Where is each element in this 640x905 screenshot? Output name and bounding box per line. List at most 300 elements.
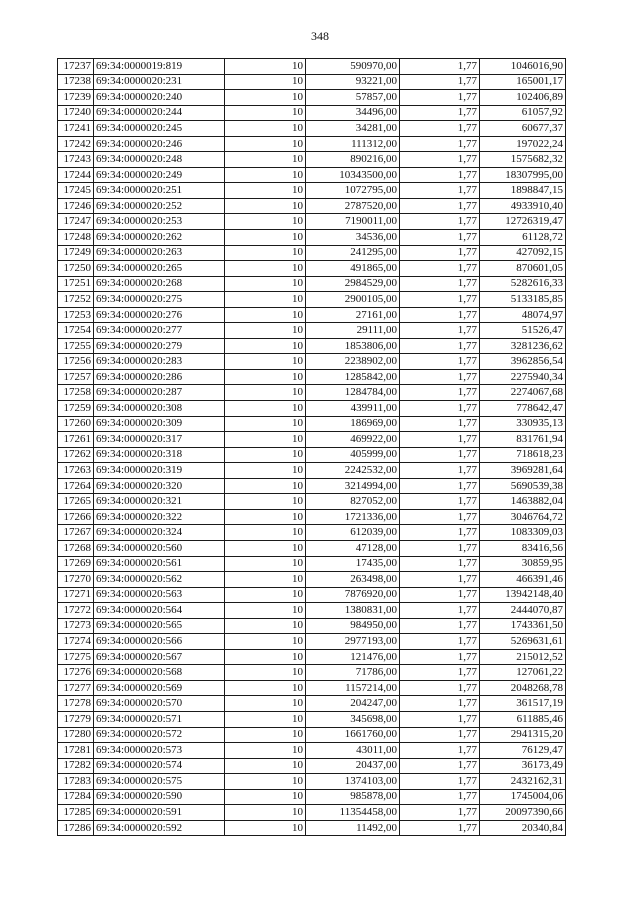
value-cell: 2238902,00: [306, 354, 400, 370]
cadastral-number-cell: 69:34:0000020:574: [94, 758, 225, 774]
table-row: [58, 369, 566, 385]
coefficient-cell: 1,77: [400, 774, 480, 790]
value-cell: 985878,00: [306, 789, 400, 805]
cadastral-number-cell: 69:34:0000020:571: [94, 711, 225, 727]
row-number-cell: 17277: [58, 680, 94, 696]
cadastral-number-cell: 69:34:0000020:249: [94, 167, 225, 183]
value-cell: 1284784,00: [306, 385, 400, 401]
coefficient-cell: 1,77: [400, 416, 480, 432]
amount-cell: 102406,89: [480, 90, 566, 106]
row-number-cell: 17238: [58, 74, 94, 90]
coefficient-cell: 1,77: [400, 494, 480, 510]
amount-cell: 60677,37: [480, 121, 566, 137]
table-row: [58, 463, 566, 479]
table-row: [58, 743, 566, 759]
amount-cell: 1083309,03: [480, 525, 566, 541]
amount-cell: 5133185,85: [480, 292, 566, 308]
amount-cell: 83416,56: [480, 540, 566, 556]
cadastral-number-cell: 69:34:0000020:560: [94, 540, 225, 556]
row-number-cell: 17257: [58, 369, 94, 385]
coefficient-cell: 1,77: [400, 463, 480, 479]
cadastral-number-cell: 69:34:0000020:319: [94, 463, 225, 479]
rate-cell: 10: [225, 711, 306, 727]
row-number-cell: 17250: [58, 261, 94, 277]
coefficient-cell: 1,77: [400, 59, 480, 75]
cadastral-number-cell: 69:34:0000020:317: [94, 432, 225, 448]
coefficient-cell: 1,77: [400, 90, 480, 106]
amount-cell: 2275940,34: [480, 369, 566, 385]
value-cell: 345698,00: [306, 711, 400, 727]
value-cell: 2984529,00: [306, 276, 400, 292]
value-cell: 11492,00: [306, 820, 400, 836]
row-number-cell: 17259: [58, 401, 94, 417]
table-row: [58, 74, 566, 90]
table-row: [58, 59, 566, 75]
amount-cell: 3962856,54: [480, 354, 566, 370]
coefficient-cell: 1,77: [400, 183, 480, 199]
value-cell: 10343500,00: [306, 167, 400, 183]
amount-cell: 30859,95: [480, 556, 566, 572]
amount-cell: 831761,94: [480, 432, 566, 448]
value-cell: 93221,00: [306, 74, 400, 90]
coefficient-cell: 1,77: [400, 447, 480, 463]
coefficient-cell: 1,77: [400, 323, 480, 339]
table-row: [58, 789, 566, 805]
table-row: [58, 727, 566, 743]
value-cell: 1374103,00: [306, 774, 400, 790]
value-cell: 34496,00: [306, 105, 400, 121]
row-number-cell: 17254: [58, 323, 94, 339]
table-row: [58, 805, 566, 821]
value-cell: 34281,00: [306, 121, 400, 137]
rate-cell: 10: [225, 618, 306, 634]
coefficient-cell: 1,77: [400, 603, 480, 619]
value-cell: 121476,00: [306, 649, 400, 665]
coefficient-cell: 1,77: [400, 634, 480, 650]
coefficient-cell: 1,77: [400, 385, 480, 401]
amount-cell: 2274067,68: [480, 385, 566, 401]
table-row: [58, 556, 566, 572]
rate-cell: 10: [225, 463, 306, 479]
coefficient-cell: 1,77: [400, 618, 480, 634]
amount-cell: 611885,46: [480, 711, 566, 727]
amount-cell: 5282616,33: [480, 276, 566, 292]
amount-cell: 2444070,87: [480, 603, 566, 619]
rate-cell: 10: [225, 369, 306, 385]
value-cell: 984950,00: [306, 618, 400, 634]
table-row: [58, 572, 566, 588]
value-cell: 263498,00: [306, 572, 400, 588]
value-cell: 71786,00: [306, 665, 400, 681]
cadastral-number-cell: 69:34:0000020:265: [94, 261, 225, 277]
value-cell: 57857,00: [306, 90, 400, 106]
table-row: [58, 665, 566, 681]
row-number-cell: 17242: [58, 136, 94, 152]
coefficient-cell: 1,77: [400, 478, 480, 494]
table-row: [58, 167, 566, 183]
cadastral-number-cell: 69:34:0000020:564: [94, 603, 225, 619]
cadastral-number-cell: 69:34:0000020:572: [94, 727, 225, 743]
cadastral-number-cell: 69:34:0000020:308: [94, 401, 225, 417]
cadastral-number-cell: 69:34:0000020:318: [94, 447, 225, 463]
amount-cell: 870601,05: [480, 261, 566, 277]
row-number-cell: 17268: [58, 540, 94, 556]
table-row: [58, 649, 566, 665]
cadastral-number-cell: 69:34:0000020:590: [94, 789, 225, 805]
table-row: [58, 540, 566, 556]
cadastral-number-cell: 69:34:0000020:262: [94, 230, 225, 246]
value-cell: 3214994,00: [306, 478, 400, 494]
coefficient-cell: 1,77: [400, 307, 480, 323]
cadastral-number-cell: 69:34:0000020:287: [94, 385, 225, 401]
amount-cell: 1046016,90: [480, 59, 566, 75]
rate-cell: 10: [225, 261, 306, 277]
rate-cell: 10: [225, 90, 306, 106]
cadastral-number-cell: 69:34:0000020:283: [94, 354, 225, 370]
row-number-cell: 17270: [58, 572, 94, 588]
cadastral-number-cell: 69:34:0000020:253: [94, 214, 225, 230]
amount-cell: 361517,19: [480, 696, 566, 712]
cadastral-number-cell: 69:34:0000020:561: [94, 556, 225, 572]
value-cell: 890216,00: [306, 152, 400, 168]
table-row: [58, 758, 566, 774]
row-number-cell: 17273: [58, 618, 94, 634]
value-cell: 1661760,00: [306, 727, 400, 743]
cadastral-number-cell: 69:34:0000020:321: [94, 494, 225, 510]
row-number-cell: 17241: [58, 121, 94, 137]
coefficient-cell: 1,77: [400, 556, 480, 572]
table-row: [58, 90, 566, 106]
cadastral-number-cell: 69:34:0000020:565: [94, 618, 225, 634]
cadastral-number-cell: 69:34:0000020:563: [94, 587, 225, 603]
amount-cell: 4933910,40: [480, 198, 566, 214]
table-row: [58, 136, 566, 152]
value-cell: 43011,00: [306, 743, 400, 759]
row-number-cell: 17264: [58, 478, 94, 494]
cadastral-number-cell: 69:34:0000020:569: [94, 680, 225, 696]
amount-cell: 2048268,78: [480, 680, 566, 696]
row-number-cell: 17269: [58, 556, 94, 572]
amount-cell: 76129,47: [480, 743, 566, 759]
value-cell: 469922,00: [306, 432, 400, 448]
row-number-cell: 17262: [58, 447, 94, 463]
rate-cell: 10: [225, 323, 306, 339]
table-row: [58, 121, 566, 137]
cadastral-number-cell: 69:34:0000020:275: [94, 292, 225, 308]
amount-cell: 330935,13: [480, 416, 566, 432]
cadastral-number-cell: 69:34:0000020:279: [94, 338, 225, 354]
cadastral-number-cell: 69:34:0000020:246: [94, 136, 225, 152]
coefficient-cell: 1,77: [400, 525, 480, 541]
row-number-cell: 17261: [58, 432, 94, 448]
table-row: [58, 401, 566, 417]
rate-cell: 10: [225, 820, 306, 836]
value-cell: 612039,00: [306, 525, 400, 541]
value-cell: 1853806,00: [306, 338, 400, 354]
table-row: [58, 820, 566, 836]
coefficient-cell: 1,77: [400, 401, 480, 417]
coefficient-cell: 1,77: [400, 727, 480, 743]
table-row: [58, 354, 566, 370]
coefficient-cell: 1,77: [400, 711, 480, 727]
table-row: [58, 323, 566, 339]
value-cell: 590970,00: [306, 59, 400, 75]
cadastral-number-cell: 69:34:0000020:568: [94, 665, 225, 681]
rate-cell: 10: [225, 401, 306, 417]
cadastral-number-cell: 69:34:0000020:251: [94, 183, 225, 199]
table-row: [58, 432, 566, 448]
row-number-cell: 17285: [58, 805, 94, 821]
value-cell: 186969,00: [306, 416, 400, 432]
cadastral-number-cell: 69:34:0000020:567: [94, 649, 225, 665]
row-number-cell: 17255: [58, 338, 94, 354]
rate-cell: 10: [225, 727, 306, 743]
coefficient-cell: 1,77: [400, 338, 480, 354]
coefficient-cell: 1,77: [400, 369, 480, 385]
cadastral-number-cell: 69:34:0000020:570: [94, 696, 225, 712]
value-cell: 827052,00: [306, 494, 400, 510]
table-row: [58, 292, 566, 308]
rate-cell: 10: [225, 105, 306, 121]
cadastral-number-cell: 69:34:0000020:248: [94, 152, 225, 168]
amount-cell: 1898847,15: [480, 183, 566, 199]
coefficient-cell: 1,77: [400, 276, 480, 292]
row-number-cell: 17240: [58, 105, 94, 121]
rate-cell: 10: [225, 774, 306, 790]
value-cell: 2900105,00: [306, 292, 400, 308]
rate-cell: 10: [225, 758, 306, 774]
rate-cell: 10: [225, 276, 306, 292]
row-number-cell: 17274: [58, 634, 94, 650]
value-cell: 2977193,00: [306, 634, 400, 650]
amount-cell: 2941315,20: [480, 727, 566, 743]
amount-cell: 5690539,38: [480, 478, 566, 494]
table-row: [58, 152, 566, 168]
value-cell: 27161,00: [306, 307, 400, 323]
rate-cell: 10: [225, 152, 306, 168]
amount-cell: 51526,47: [480, 323, 566, 339]
rate-cell: 10: [225, 509, 306, 525]
table-row: [58, 509, 566, 525]
table-row: [58, 634, 566, 650]
value-cell: 1721336,00: [306, 509, 400, 525]
table-row: [58, 711, 566, 727]
cadastral-number-cell: 69:34:0000020:277: [94, 323, 225, 339]
row-number-cell: 17271: [58, 587, 94, 603]
rate-cell: 10: [225, 743, 306, 759]
coefficient-cell: 1,77: [400, 198, 480, 214]
row-number-cell: 17246: [58, 198, 94, 214]
coefficient-cell: 1,77: [400, 649, 480, 665]
row-number-cell: 17267: [58, 525, 94, 541]
coefficient-cell: 1,77: [400, 261, 480, 277]
page-number: 348: [311, 29, 329, 43]
rate-cell: 10: [225, 494, 306, 510]
rate-cell: 10: [225, 307, 306, 323]
coefficient-cell: 1,77: [400, 572, 480, 588]
coefficient-cell: 1,77: [400, 152, 480, 168]
rate-cell: 10: [225, 121, 306, 137]
rate-cell: 10: [225, 649, 306, 665]
rate-cell: 10: [225, 572, 306, 588]
rate-cell: 10: [225, 354, 306, 370]
row-number-cell: 17237: [58, 59, 94, 75]
rate-cell: 10: [225, 59, 306, 75]
row-number-cell: 17244: [58, 167, 94, 183]
rate-cell: 10: [225, 136, 306, 152]
table-row: [58, 494, 566, 510]
value-cell: 2242532,00: [306, 463, 400, 479]
rate-cell: 10: [225, 167, 306, 183]
cadastral-number-cell: 69:34:0000020:592: [94, 820, 225, 836]
coefficient-cell: 1,77: [400, 509, 480, 525]
cadastral-number-cell: 69:34:0000020:231: [94, 74, 225, 90]
value-cell: 7876920,00: [306, 587, 400, 603]
table-row: [58, 105, 566, 121]
rate-cell: 10: [225, 198, 306, 214]
table-row: [58, 214, 566, 230]
amount-cell: 13942148,40: [480, 587, 566, 603]
table-row: [58, 696, 566, 712]
row-number-cell: 17256: [58, 354, 94, 370]
value-cell: 7190011,00: [306, 214, 400, 230]
row-number-cell: 17247: [58, 214, 94, 230]
cadastral-number-cell: 69:34:0000020:566: [94, 634, 225, 650]
row-number-cell: 17280: [58, 727, 94, 743]
rate-cell: 10: [225, 230, 306, 246]
value-cell: 111312,00: [306, 136, 400, 152]
table-row: [58, 385, 566, 401]
rate-cell: 10: [225, 183, 306, 199]
cadastral-number-cell: 69:34:0000020:562: [94, 572, 225, 588]
row-number-cell: 17252: [58, 292, 94, 308]
amount-cell: 778642,47: [480, 401, 566, 417]
coefficient-cell: 1,77: [400, 136, 480, 152]
amount-cell: 61128,72: [480, 230, 566, 246]
value-cell: 11354458,00: [306, 805, 400, 821]
row-number-cell: 17282: [58, 758, 94, 774]
table-row: [58, 525, 566, 541]
row-number-cell: 17272: [58, 603, 94, 619]
amount-cell: 1745004,06: [480, 789, 566, 805]
value-cell: 2787520,00: [306, 198, 400, 214]
amount-cell: 18307995,00: [480, 167, 566, 183]
row-number-cell: 17258: [58, 385, 94, 401]
cadastral-number-cell: 69:34:0000020:263: [94, 245, 225, 261]
row-number-cell: 17284: [58, 789, 94, 805]
amount-cell: 61057,92: [480, 105, 566, 121]
amount-cell: 466391,46: [480, 572, 566, 588]
amount-cell: 3046764,72: [480, 509, 566, 525]
data-table: [57, 58, 566, 836]
coefficient-cell: 1,77: [400, 587, 480, 603]
rate-cell: 10: [225, 74, 306, 90]
coefficient-cell: 1,77: [400, 245, 480, 261]
row-number-cell: 17239: [58, 90, 94, 106]
rate-cell: 10: [225, 385, 306, 401]
coefficient-cell: 1,77: [400, 230, 480, 246]
rate-cell: 10: [225, 603, 306, 619]
rate-cell: 10: [225, 525, 306, 541]
row-number-cell: 17283: [58, 774, 94, 790]
coefficient-cell: 1,77: [400, 758, 480, 774]
coefficient-cell: 1,77: [400, 292, 480, 308]
table-row: [58, 618, 566, 634]
row-number-cell: 17249: [58, 245, 94, 261]
amount-cell: 48074,97: [480, 307, 566, 323]
cadastral-number-cell: 69:34:0000020:573: [94, 743, 225, 759]
rate-cell: 10: [225, 665, 306, 681]
value-cell: 204247,00: [306, 696, 400, 712]
row-number-cell: 17279: [58, 711, 94, 727]
cadastral-number-cell: 69:34:0000020:268: [94, 276, 225, 292]
amount-cell: 20340,84: [480, 820, 566, 836]
coefficient-cell: 1,77: [400, 540, 480, 556]
rate-cell: 10: [225, 214, 306, 230]
row-number-cell: 17265: [58, 494, 94, 510]
table-row: [58, 416, 566, 432]
coefficient-cell: 1,77: [400, 74, 480, 90]
rate-cell: 10: [225, 789, 306, 805]
table-row: [58, 338, 566, 354]
row-number-cell: 17281: [58, 743, 94, 759]
rate-cell: 10: [225, 416, 306, 432]
table-row: [58, 261, 566, 277]
amount-cell: 1743361,50: [480, 618, 566, 634]
rate-cell: 10: [225, 292, 306, 308]
row-number-cell: 17253: [58, 307, 94, 323]
coefficient-cell: 1,77: [400, 105, 480, 121]
amount-cell: 1575682,32: [480, 152, 566, 168]
table-row: [58, 198, 566, 214]
coefficient-cell: 1,77: [400, 354, 480, 370]
value-cell: 491865,00: [306, 261, 400, 277]
coefficient-cell: 1,77: [400, 789, 480, 805]
table-row: [58, 447, 566, 463]
cadastral-number-cell: 69:34:0000019:819: [94, 59, 225, 75]
row-number-cell: 17278: [58, 696, 94, 712]
rate-cell: 10: [225, 540, 306, 556]
amount-cell: 215012,52: [480, 649, 566, 665]
amount-cell: 3281236,62: [480, 338, 566, 354]
rate-cell: 10: [225, 432, 306, 448]
coefficient-cell: 1,77: [400, 167, 480, 183]
rate-cell: 10: [225, 338, 306, 354]
cadastral-number-cell: 69:34:0000020:276: [94, 307, 225, 323]
row-number-cell: 17263: [58, 463, 94, 479]
table-row: [58, 230, 566, 246]
coefficient-cell: 1,77: [400, 820, 480, 836]
rate-cell: 10: [225, 680, 306, 696]
amount-cell: 5269631,61: [480, 634, 566, 650]
row-number-cell: 17245: [58, 183, 94, 199]
value-cell: 34536,00: [306, 230, 400, 246]
value-cell: 1157214,00: [306, 680, 400, 696]
rate-cell: 10: [225, 634, 306, 650]
amount-cell: 197022,24: [480, 136, 566, 152]
amount-cell: 427092,15: [480, 245, 566, 261]
cadastral-number-cell: 69:34:0000020:245: [94, 121, 225, 137]
row-number-cell: 17251: [58, 276, 94, 292]
amount-cell: 3969281,64: [480, 463, 566, 479]
cadastral-number-cell: 69:34:0000020:324: [94, 525, 225, 541]
row-number-cell: 17286: [58, 820, 94, 836]
value-cell: 405999,00: [306, 447, 400, 463]
row-number-cell: 17275: [58, 649, 94, 665]
coefficient-cell: 1,77: [400, 121, 480, 137]
cadastral-number-cell: 69:34:0000020:240: [94, 90, 225, 106]
cadastral-number-cell: 69:34:0000020:286: [94, 369, 225, 385]
